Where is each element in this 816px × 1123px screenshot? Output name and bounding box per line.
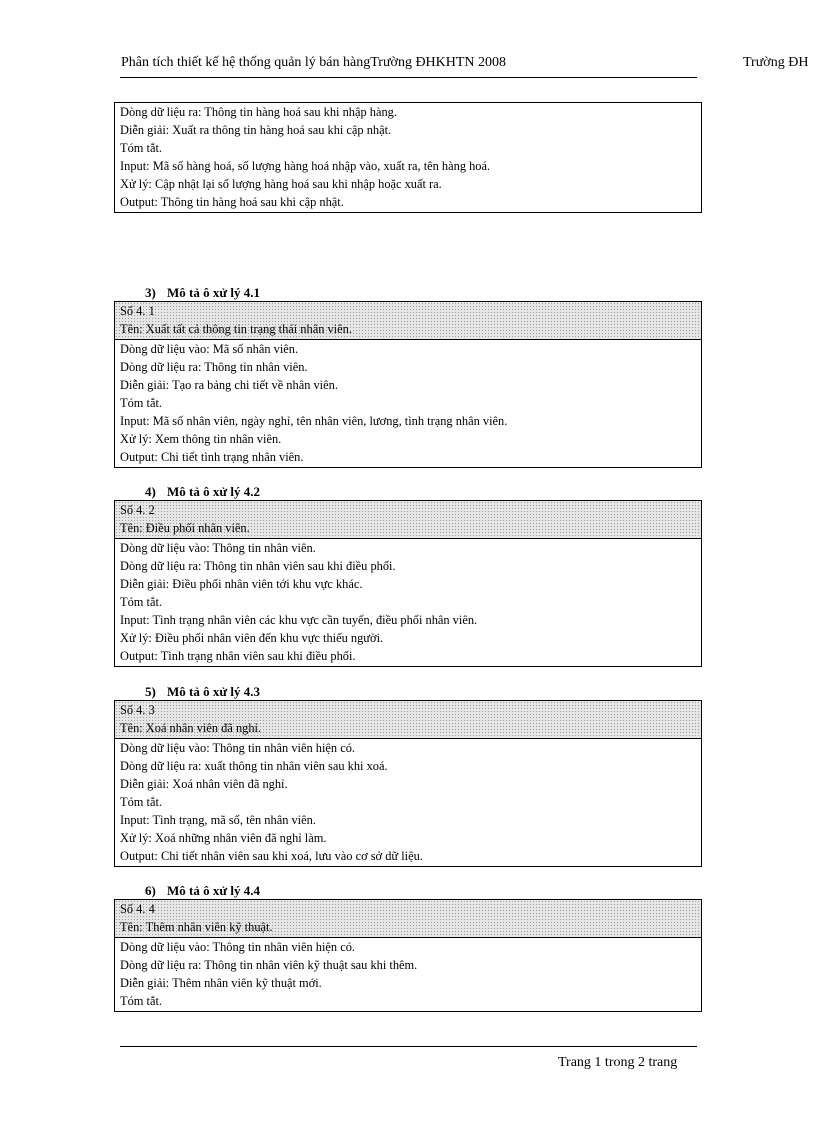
- box-line: Diễn giải: Xoá nhân viên đã nghỉ.: [120, 777, 288, 791]
- process-name: Tên: Điều phối nhân viên.: [120, 521, 250, 535]
- box-line: Dòng dữ liệu ra: Thông tin nhân viên.: [120, 360, 308, 374]
- process-number: Số 4. 2: [120, 503, 155, 517]
- box-line: Dòng dữ liệu vào: Thông tin nhân viên hiện có.: [120, 940, 355, 954]
- process-name: Tên: Xuất tất cả thông tin trạng thái nhân viên.: [120, 322, 352, 336]
- box-line: Dòng dữ liệu vào: Thông tin nhân viên.: [120, 541, 316, 555]
- box-line: Output: Tình trạng nhân viên sau khi điều phối.: [120, 649, 356, 663]
- box-header-band: [115, 900, 701, 938]
- box-line: Xử lý: Cập nhật lại số lượng hàng hoá sau khi nhập hoặc xuất ra.: [120, 177, 442, 191]
- box-line: Tóm tắt.: [120, 994, 162, 1008]
- box-line: Dòng dữ liệu vào: Thông tin nhân viên hiện có.: [120, 741, 355, 755]
- box-header-band: [115, 302, 701, 340]
- footer-rule: [120, 1046, 697, 1047]
- box-line: Tóm tắt.: [120, 396, 162, 410]
- process-number: Số 4. 4: [120, 902, 155, 916]
- box-line: Output: Chi tiết tình trạng nhân viên.: [120, 450, 304, 464]
- box-line: Tóm tắt.: [120, 141, 162, 155]
- box-header-band: [115, 701, 701, 739]
- box-line: Diễn giải: Tạo ra bảng chi tiết về nhân viên.: [120, 378, 338, 392]
- box-line: Input: Tình trạng, mã số, tên nhân viên.: [120, 813, 316, 827]
- process-name: Tên: Thêm nhân viên kỹ thuật.: [120, 920, 273, 934]
- box-line: Diễn giải: Thêm nhân viên kỹ thuật mới.: [120, 976, 322, 990]
- top-box: [114, 102, 702, 213]
- section-heading: Mô tả ô xử lý 4.1: [167, 285, 261, 300]
- box-header-band: [115, 501, 701, 539]
- box-line: Dòng dữ liệu ra: Thông tin hàng hoá sau khi nhập hàng.: [120, 105, 397, 119]
- box-line: Output: Chi tiết nhân viên sau khi xoá, lưu vào cơ sở dữ liệu.: [120, 849, 423, 863]
- header-title: Phân tích thiết kế hệ thống quản lý bán hàngTrường ĐHKHTN 2008: [121, 55, 507, 70]
- header-school: Trường ĐH: [743, 55, 809, 70]
- section-heading: Mô tả ô xử lý 4.3: [167, 684, 261, 699]
- box-line: Tóm tắt.: [120, 595, 162, 609]
- section-number: 3): [145, 285, 156, 300]
- section-number: 6): [145, 883, 156, 898]
- box-line: Dòng dữ liệu vào: Mã số nhân viên.: [120, 342, 299, 356]
- box-line: Xử lý: Xoá những nhân viên đã nghỉ làm.: [120, 831, 327, 845]
- process-box-4-4: [114, 899, 702, 1012]
- process-number: Số 4. 1: [120, 304, 155, 318]
- section-number: 4): [145, 484, 156, 499]
- section-number: 5): [145, 684, 156, 699]
- box-line: Dòng dữ liệu ra: xuất thông tin nhân viên sau khi xoá.: [120, 759, 388, 773]
- section-title-4-3: [145, 684, 260, 700]
- section-title-4-2: [145, 484, 260, 500]
- section-heading: Mô tả ô xử lý 4.4: [167, 883, 261, 898]
- page-number: Trang 1 trong 2 trang: [558, 1055, 678, 1070]
- box-line: Output: Thông tin hàng hoá sau khi cập nhật.: [120, 195, 344, 209]
- box-line: Dòng dữ liệu ra: Thông tin nhân viên sau khi điều phối.: [120, 559, 396, 573]
- box-line: Input: Mã số nhân viên, ngày nghỉ, tên nhân viên, lương, tình trạng nhân viên.: [120, 414, 508, 428]
- process-box-4-2: [114, 500, 702, 667]
- box-line: Diễn giải: Điều phối nhân viên tới khu vực khác.: [120, 577, 363, 591]
- box-line: Input: Mã số hàng hoá, số lượng hàng hoá nhập vào, xuất ra, tên hàng hoá.: [120, 159, 491, 173]
- process-number: Số 4. 3: [120, 703, 155, 717]
- box-line: Dòng dữ liệu ra: Thông tin nhân viên kỹ thuật sau khi thêm.: [120, 958, 418, 972]
- box-line: Input: Tình trạng nhân viên các khu vực cần tuyển, điều phối nhân viên.: [120, 613, 478, 627]
- box-line: Tóm tắt.: [120, 795, 162, 809]
- section-title-4-4: [145, 883, 260, 899]
- box-line: Xử lý: Xem thông tin nhân viên.: [120, 432, 282, 446]
- box-line: Diễn giải: Xuất ra thông tin hàng hoá sau khi cập nhật.: [120, 123, 392, 137]
- box-line: Xử lý: Điều phối nhân viên đến khu vực thiếu người.: [120, 631, 384, 645]
- section-heading: Mô tả ô xử lý 4.2: [167, 484, 261, 499]
- header-rule: [120, 77, 697, 78]
- process-name: Tên: Xoá nhân viên đã nghỉ.: [120, 721, 262, 735]
- process-box-4-3: [114, 700, 702, 867]
- section-title-4-1: [145, 285, 260, 301]
- process-box-4-1: [114, 301, 702, 468]
